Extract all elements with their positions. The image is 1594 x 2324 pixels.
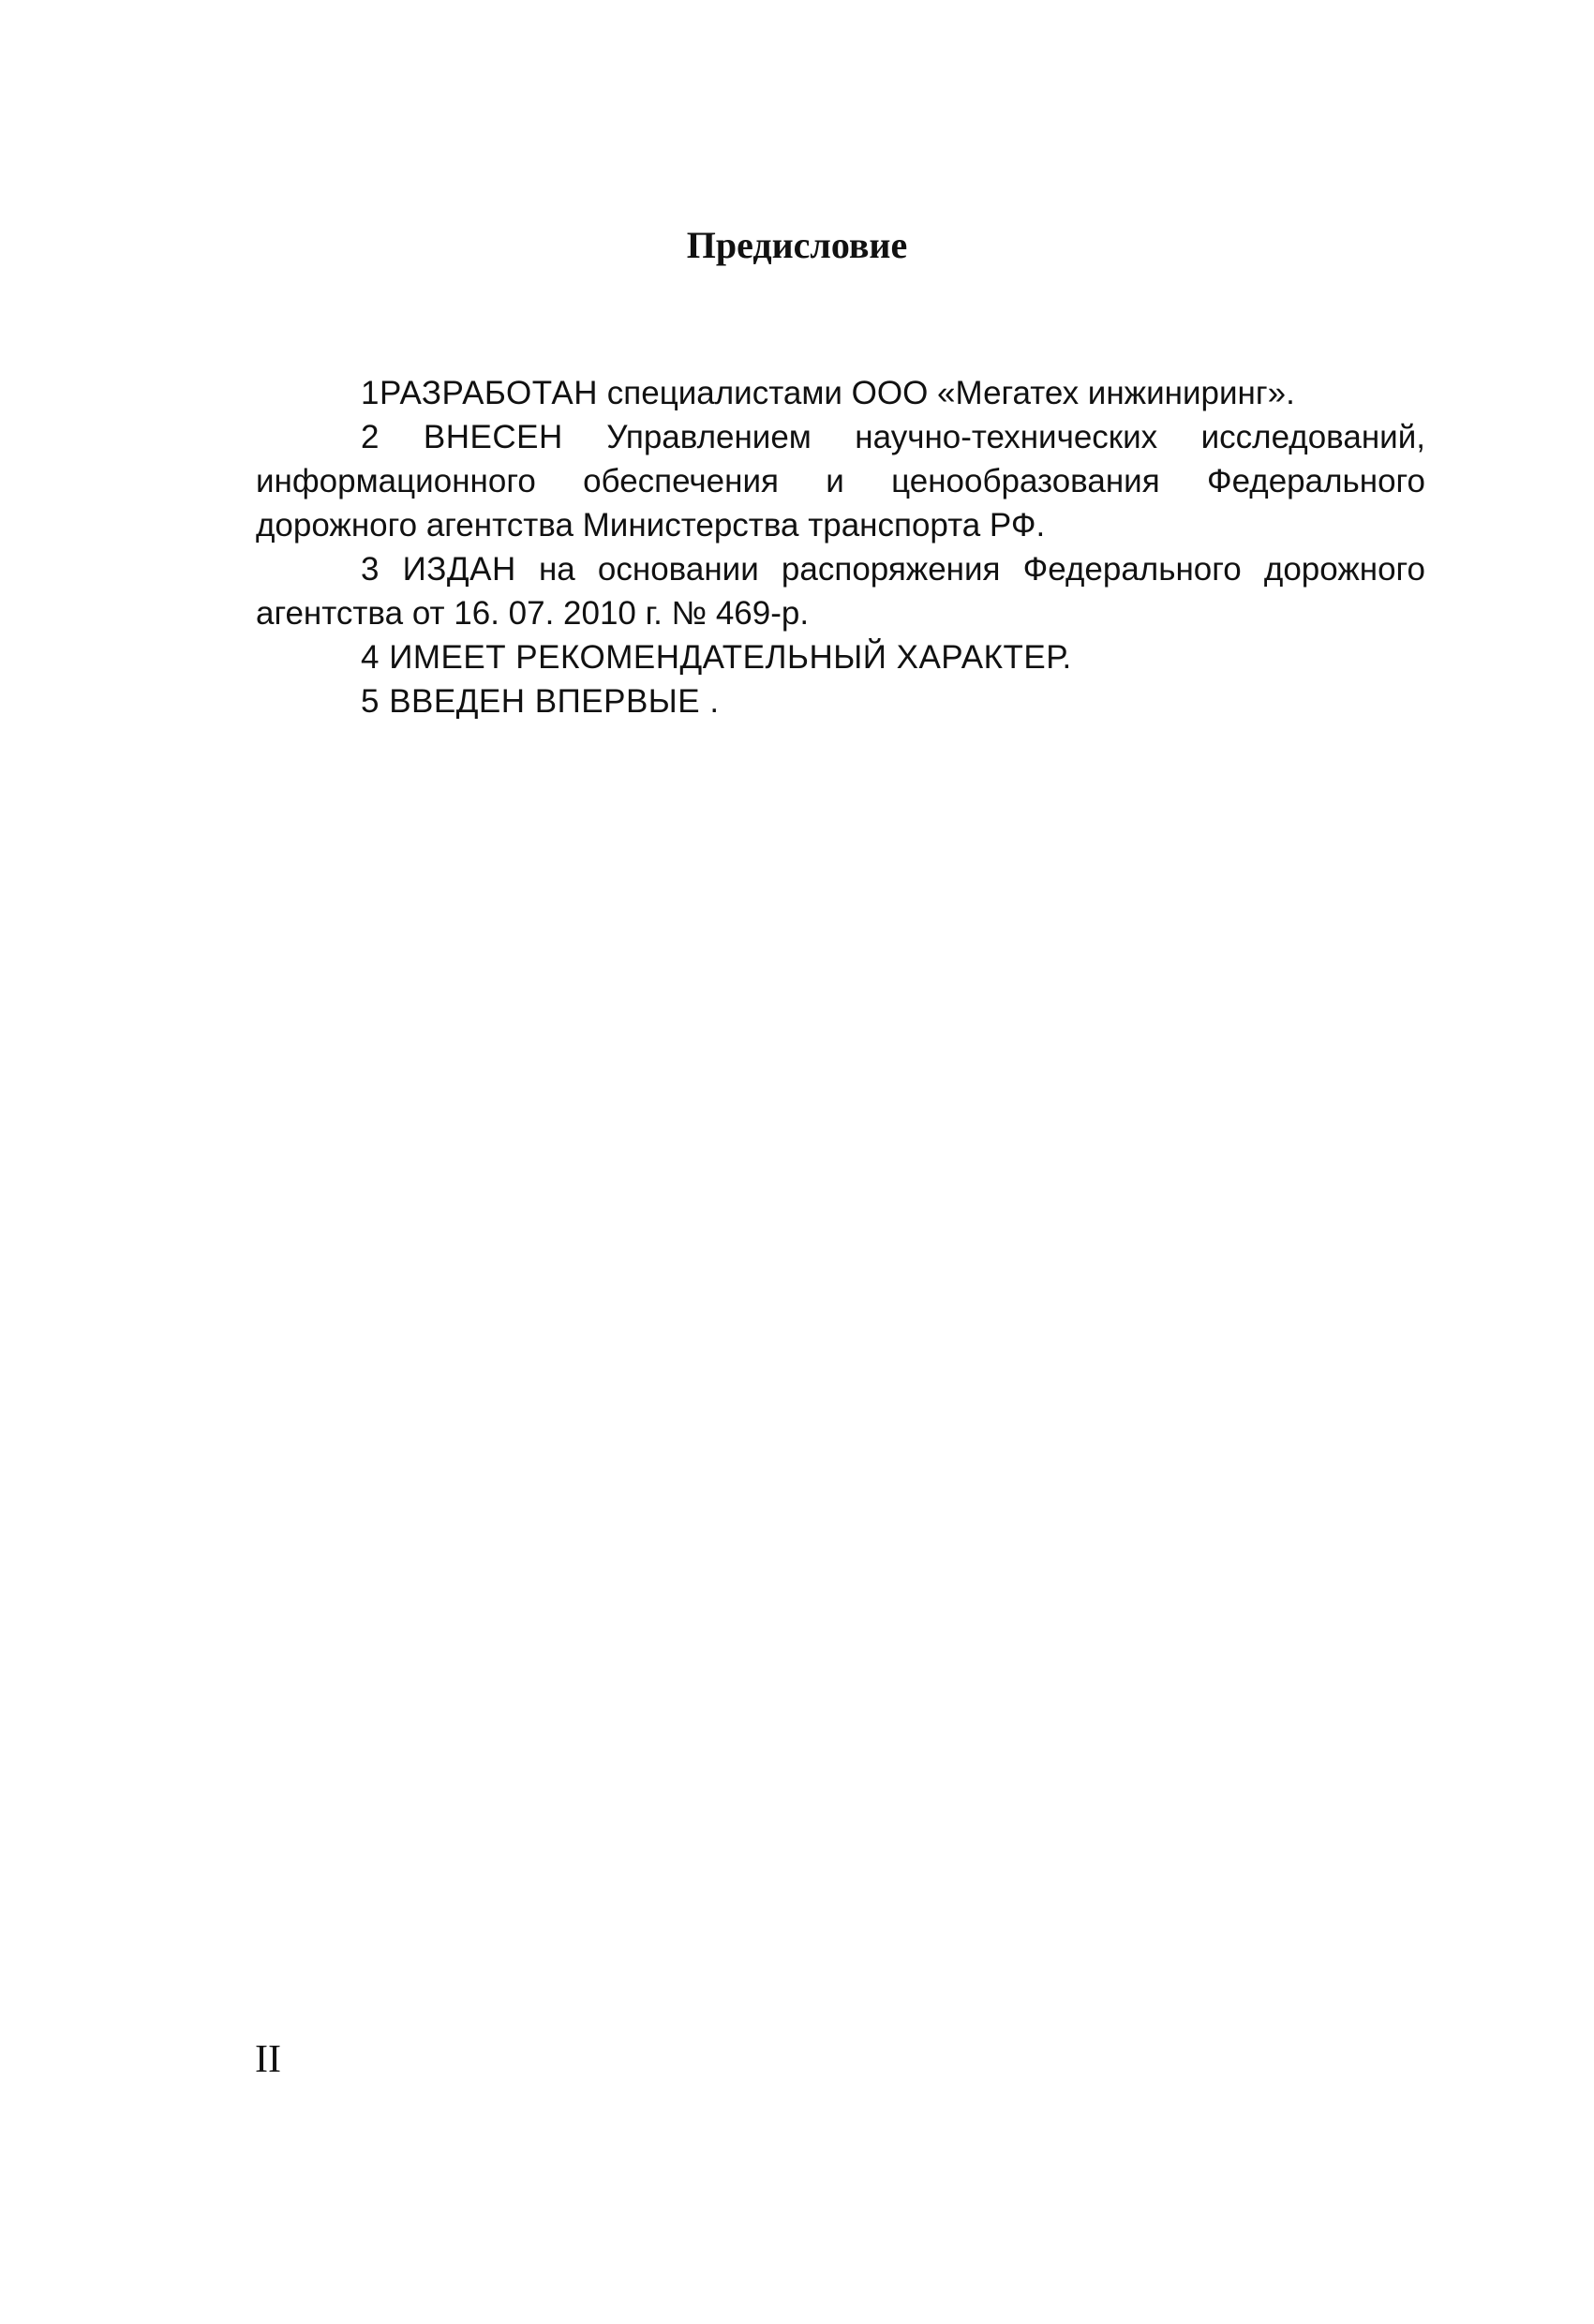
item-key: 5 ВВЕДЕН ВПЕРВЫЕ . xyxy=(361,683,720,720)
preface-item-status xyxy=(256,635,1425,679)
preface-item-issued xyxy=(256,547,1425,635)
page-number: II xyxy=(255,2038,281,2081)
item-key: 4 ИМЕЕТ РЕКОМЕНДАТЕЛЬНЫЙ ХАРАКТЕР. xyxy=(361,639,1072,676)
item-key: 3 ИЗДАН xyxy=(361,551,516,588)
item-text: специалистами ООО «Мегатех инжиниринг». xyxy=(598,375,1295,411)
item-text: Управлением научно-технических исследований, информационного обеспечения и ценообразования Федерального дорожного агентства Министерства транспорта РФ. xyxy=(256,419,1425,544)
preface-item-introduced-first xyxy=(256,679,1425,723)
preface-body xyxy=(256,371,1425,723)
item-key: 2 ВНЕСЕН xyxy=(361,419,563,455)
preface-item-introduced xyxy=(256,415,1425,547)
preface-item-developed xyxy=(256,371,1425,415)
item-text: на основании распоряжения Федерального дорожного агентства от 16. 07. 2010 г. № 469-р. xyxy=(256,551,1425,632)
item-key: 1РАЗРАБОТАН xyxy=(361,375,599,411)
page-title: Предисловие xyxy=(686,224,908,266)
